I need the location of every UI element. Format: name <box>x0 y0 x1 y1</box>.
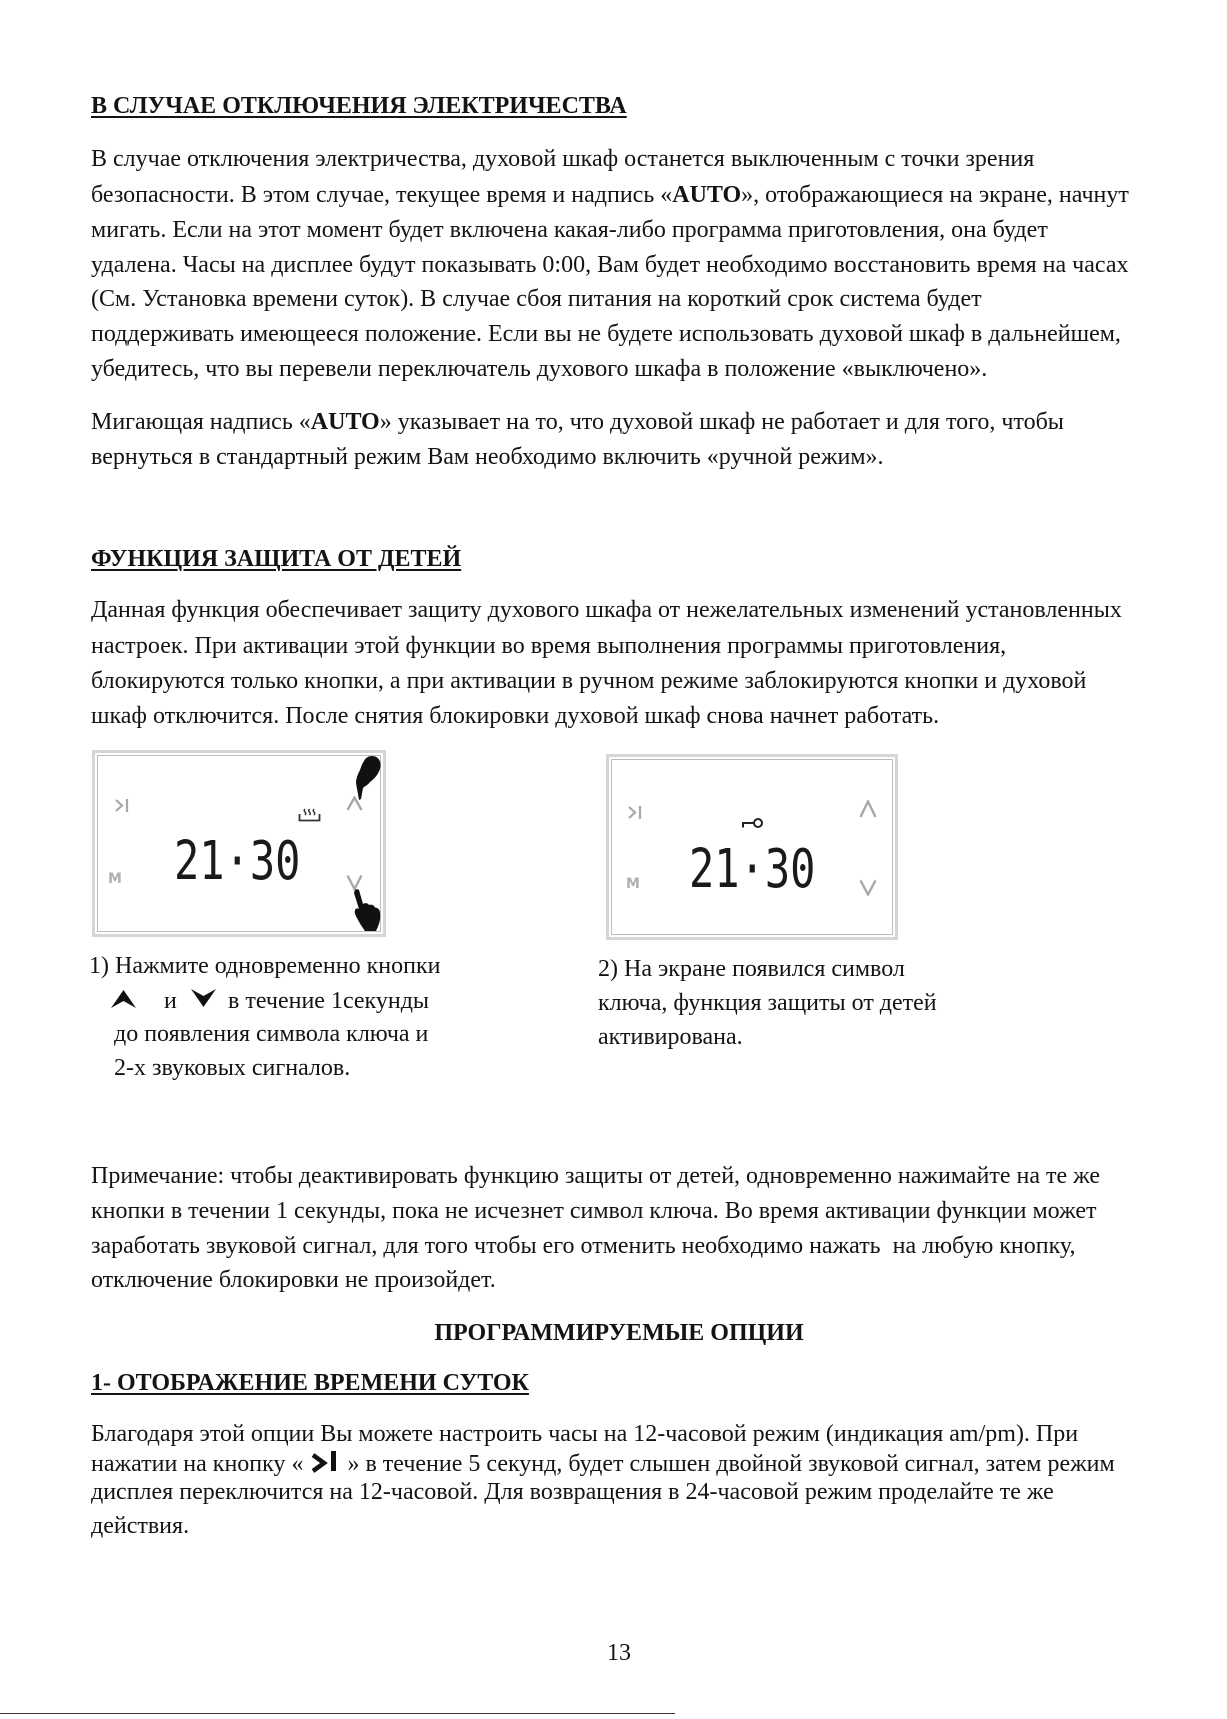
up-arrow-icon <box>111 990 136 1008</box>
paragraph-line: мигать. Если на этот момент будет включена какая-либо программа приготовления, она будет <box>91 217 1048 243</box>
mode-label: M <box>626 876 640 892</box>
text-segment: Мигающая надпись « <box>91 409 311 435</box>
caption-line: 1) Нажмите одновременно кнопки <box>89 953 441 979</box>
caption-line: 2-х звуковых сигналов. <box>114 1055 351 1081</box>
paragraph-line: настроек. При активации этой функции во время выполнения программы приготовления, <box>91 633 1007 659</box>
note-line: заработать звуковой сигнал, для того чтобы его отменить необходимо нажать на любую кнопку, <box>91 1233 1076 1259</box>
down-arrow-icon <box>191 989 216 1007</box>
text-segment: », отображающиеся на экране, начнут <box>741 182 1129 208</box>
lcd-time: 21·30 <box>689 837 816 900</box>
key-icon <box>741 817 763 829</box>
bold-text: AUTO <box>672 182 742 208</box>
hand-pointer-icon <box>348 755 382 801</box>
text-segment: нажатии на кнопку « <box>91 1451 310 1477</box>
paragraph-line: Благодаря этой опции Вы можете настроить часы на 12-часовой режим (индикация am/pm). При <box>91 1421 1079 1447</box>
caption-text: в течение 1секунды <box>228 988 430 1014</box>
section-heading-child-lock: ФУНКЦИЯ ЗАЩИТА ОТ ДЕТЕЙ <box>91 546 462 572</box>
oven-heat-icon <box>298 808 321 822</box>
paragraph-line: шкаф отключится. После снятия блокировки духовой шкаф снова начнет работать. <box>91 703 940 729</box>
down-arrow-icon <box>859 879 877 896</box>
paragraph-line: дисплея переключится на 12-часовой. Для возвращения в 24-часовой режим проделайте те же <box>91 1479 1054 1505</box>
paragraph-line: действия. <box>91 1513 190 1539</box>
text-segment: » в течение 5 секунд, будет слышен двойной звуковой сигнал, затем режим <box>341 1451 1115 1477</box>
section-heading-time-display: 1- ОТОБРАЖЕНИЕ ВРЕМЕНИ СУТОК <box>91 1370 529 1396</box>
text-segment: » указывает на то, что духовой шкаф не работает и для того, чтобы <box>379 409 1064 435</box>
paragraph-line: удалена. Часы на дисплее будут показывать 0:00, Вам будет необходимо восстановить время на часах <box>91 252 1129 278</box>
paragraph-line <box>91 180 1129 210</box>
lcd-time: 21·30 <box>174 829 301 892</box>
caption-line: активирована. <box>598 1024 743 1050</box>
caption-line: ключа, функция защиты от детей <box>598 990 937 1016</box>
skip-forward-icon <box>627 805 643 820</box>
paragraph-line: вернуться в стандартный режим Вам необходимо включить «ручной режим». <box>91 444 884 470</box>
caption-line: 2) На экране появился символ <box>598 956 905 982</box>
paragraph-line: (См. Установка времени суток). В случае сбоя питания на короткий срок система будет <box>91 286 982 312</box>
paragraph-line: убедитесь, что вы перевели переключатель духового шкафа в положение «выключено». <box>91 356 988 382</box>
paragraph-line <box>91 1449 1115 1479</box>
page-number: 13 <box>607 1640 631 1666</box>
paragraph-line: Данная функция обеспечивает защиту духового шкафа от нежелательных изменений установленных <box>91 597 1122 623</box>
paragraph-line: поддерживать имеющееся положение. Если вы не будете использовать духовой шкаф в дальнейшем, <box>91 321 1121 347</box>
up-arrow-icon <box>859 800 877 818</box>
text-segment: безопасности. В этом случае, текущее время и надпись « <box>91 182 673 208</box>
skip-forward-icon <box>114 798 130 813</box>
mode-label: M <box>108 871 122 887</box>
note-line: Примечание: чтобы деактивировать функцию защиты от детей, одновременно нажимайте на те же <box>91 1163 1101 1189</box>
section-heading-power-outage: В СЛУЧАЕ ОТКЛЮЧЕНИЯ ЭЛЕКТРИЧЕСТВА <box>91 93 627 119</box>
footer-divider <box>0 1713 675 1714</box>
paragraph-line <box>91 407 1064 437</box>
caption-line: до появления символа ключа и <box>114 1021 429 1047</box>
bold-text: AUTO <box>310 409 380 435</box>
skip-forward-icon <box>309 1451 341 1475</box>
caption-text: и <box>164 988 177 1014</box>
lcd-display-step2 <box>606 754 898 940</box>
note-line: отключение блокировки не произойдет. <box>91 1267 496 1293</box>
hand-pointer-icon <box>351 889 382 932</box>
lcd-display-step1 <box>92 750 386 937</box>
section-title-programmable-options: ПРОГРАММИРУЕМЫЕ ОПЦИИ <box>434 1320 804 1346</box>
paragraph-line: В случае отключения электричества, духовой шкаф останется выключенным с точки зрения <box>91 146 1035 172</box>
note-line: кнопки в течении 1 секунды, пока не исчезнет символ ключа. Во время активации функции может <box>91 1198 1097 1224</box>
paragraph-line: блокируются только кнопки, а при активации в ручном режиме заблокируются кнопки и духовой <box>91 668 1087 694</box>
